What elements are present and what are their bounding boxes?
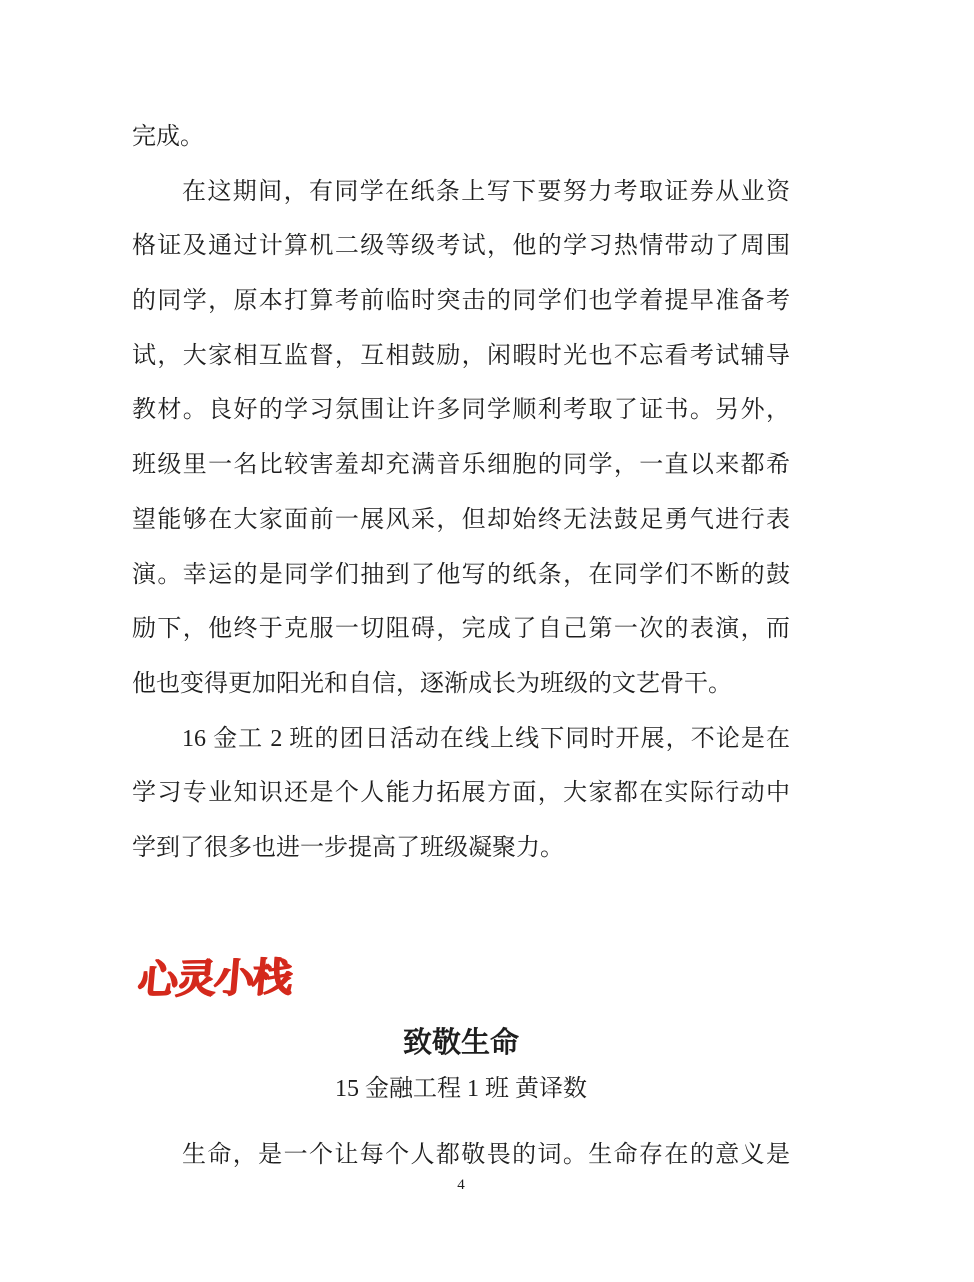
body-text-line: 教材。良好的学习氛围让许多同学顺利考取了证书。另外， <box>132 397 790 424</box>
article-first-line: 生命，是一个让每个人都敬畏的词。生命存在的意义是 <box>182 1142 790 1168</box>
body-text-line: 完成。 <box>132 124 204 150</box>
body-text-line: 班级里一名比较害羞却充满音乐细胞的同学，一直以来都希 <box>132 452 790 479</box>
body-text-line: 格证及通过计算机二级等级考试，他的学习热情带动了周围 <box>132 233 790 260</box>
body-text-line: 望能够在大家面前一展风采，但却始终无法鼓足勇气进行表 <box>132 506 790 533</box>
body-text-line: 他也变得更加阳光和自信，逐渐成长为班级的文艺骨干。 <box>132 670 732 697</box>
body-text-line: 16 金工 2 班的团日活动在线上线下同时开展，不论是在 <box>182 725 790 752</box>
body-text-line: 学到了很多也进一步提高了班级凝聚力。 <box>132 834 564 861</box>
article-title: 致敬生命 <box>402 1027 519 1059</box>
body-text-line: 试，大家相互监督，互相鼓励，闲暇时光也不忘看考试辅导 <box>132 342 790 369</box>
section-logo-heart-inn: 心灵小栈 <box>135 954 293 1004</box>
page-number: 4 <box>457 1177 465 1193</box>
body-text-line: 演。幸运的是同学们抽到了他写的纸条，在同学们不断的鼓 <box>132 561 790 588</box>
article-byline: 15 金融工程 1 班 黄译数 <box>335 1076 587 1102</box>
body-text-line: 在这期间，有同学在纸条上写下要努力考取证券从业资 <box>182 178 790 205</box>
body-text-line: 的同学，原本打算考前临时突击的同学们也学着提早准备考 <box>132 288 790 315</box>
body-text-line: 学习专业知识还是个人能力拓展方面，大家都在实际行动中 <box>132 780 790 807</box>
body-paragraphs <box>132 110 790 876</box>
body-text-line: 励下，他终于克服一切阻碍，完成了自己第一次的表演，而 <box>132 616 790 643</box>
